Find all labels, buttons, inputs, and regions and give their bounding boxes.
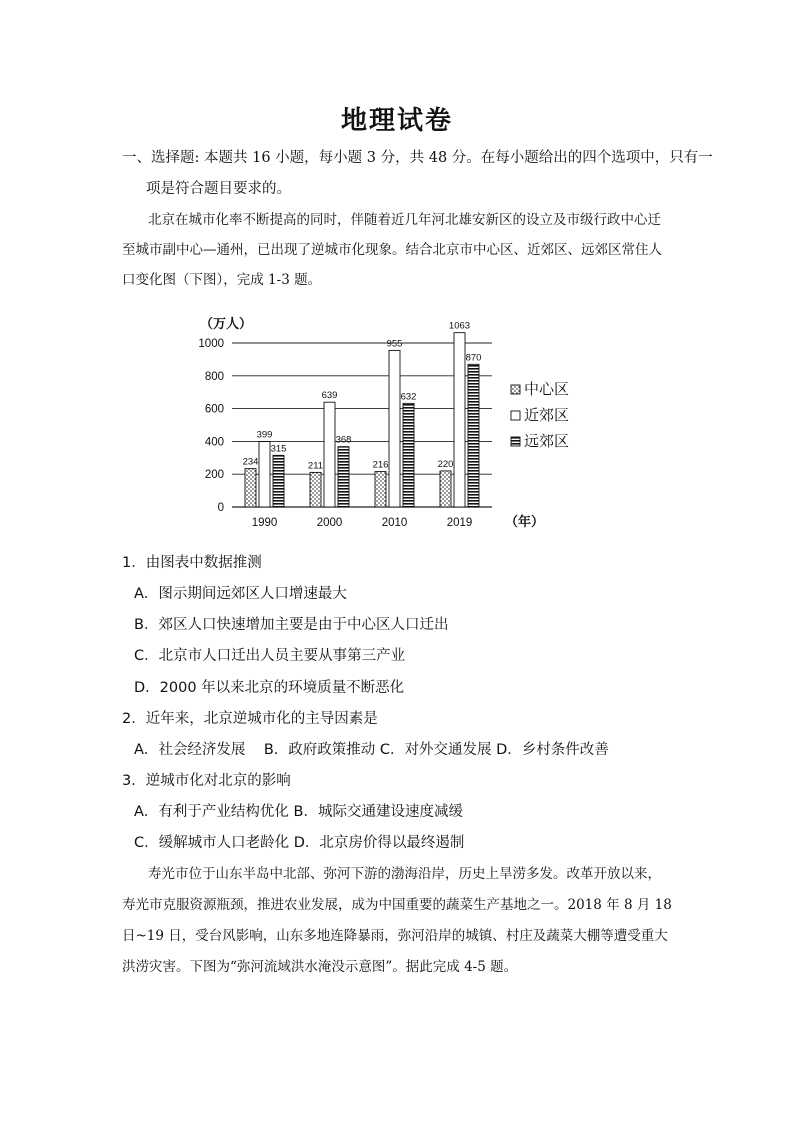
question-1-option-c: C．北京市人口迁出人员主要从事第三产业 (134, 648, 406, 664)
bar-2-2000 (324, 402, 335, 507)
legend-swatch (511, 385, 520, 394)
x-tick-label: 2000 (316, 517, 343, 529)
bar-value-label: 315 (270, 443, 287, 455)
population-chart (180, 308, 620, 533)
bar-value-label: 870 (465, 352, 482, 364)
legend-swatch (511, 411, 520, 420)
bar-1-2000 (310, 472, 321, 507)
section-heading-cont: 项是符合题目要求的。 (146, 181, 291, 197)
y-tick-label: 600 (204, 403, 224, 416)
question-2-options: A．社会经济发展 B．政府政策推动 C．对外交通发展 D．乡村条件改善 (134, 742, 609, 758)
bar-value-label: 399 (256, 429, 273, 441)
bar-2-1990 (259, 442, 270, 507)
bar-value-label: 220 (437, 458, 454, 470)
bar-1-1990 (245, 469, 256, 507)
chart-grid (232, 343, 492, 507)
bar-3-2010 (403, 403, 414, 507)
question-1-stem: 1．由图表中数据推测 (122, 555, 262, 571)
bar-1-2010 (375, 472, 386, 507)
passage1-line: 北京在城市化率不断提高的同时，伴随着近几年河北雄安新区的设立及市级行政中心迁 (148, 212, 661, 228)
bar-value-label: 955 (386, 338, 403, 350)
y-tick-label: 400 (204, 436, 224, 449)
passage2-line: 寿光市位于山东半岛中北部、弥河下游的渤海沿岸，历史上旱涝多发。改革开放以来， (148, 866, 661, 882)
passage2-line: 日~19 日，受台风影响，山东多地连降暴雨，弥河沿岸的城镇、村庄及蔬菜大棚等遭受重大 (122, 928, 668, 944)
legend-label: 近郊区 (524, 407, 570, 424)
bar-value-label: 211 (307, 460, 324, 472)
bar-value-label: 1063 (448, 320, 471, 332)
chart-bars (242, 333, 479, 507)
question-3-options-cd: C．缓解城市人口老龄化 D．北京房价得以最终遏制 (134, 835, 465, 851)
bar-value-label: 216 (372, 459, 389, 471)
question-3-options-ab: A．有利于产业结构优化 B．城际交通建设速度减缓 (134, 804, 463, 820)
section-heading: 一、选择题: 本题共 16 小题，每小题 3 分，共 48 分。在每小题给出的四个选项中，只有一 (122, 150, 713, 166)
y-tick-label: 800 (204, 370, 224, 383)
bar-3-1990 (273, 455, 284, 507)
passage2-line: 洪涝灾害。下图为“弥河流域洪水淹没示意图”。据此完成 4-5 题。 (122, 959, 518, 975)
passage1-line: 口变化图（下图），完成 1-3 题。 (122, 272, 322, 288)
x-axis-label: （年） (505, 514, 545, 529)
passage2-line: 寿光市克服资源瓶颈，推进农业发展，成为中国重要的蔬菜生产基地之一。2018 年 8 月 18 (122, 897, 672, 913)
y-tick-label: 200 (204, 469, 224, 482)
question-1-option-a: A．图示期间远郊区人口增速最大 (134, 586, 347, 602)
page-title: 地理试卷 (340, 106, 453, 136)
x-tick-label: 2010 (381, 517, 408, 529)
legend-label: 远郊区 (524, 433, 570, 450)
question-3-stem: 3．逆城市化对北京的影响 (122, 773, 291, 789)
legend-label: 中心区 (524, 381, 570, 398)
bar-3-2000 (338, 447, 349, 507)
bar-value-label: 234 (242, 456, 259, 468)
legend-swatch (511, 437, 520, 446)
chart-legend (511, 381, 569, 450)
x-tick-label: 1990 (251, 517, 278, 529)
bar-value-label: 632 (400, 391, 417, 403)
question-1-option-d: D．2000 年以来北京的环境质量不断恶化 (134, 680, 405, 696)
question-2-stem: 2．近年来，北京逆城市化的主导因素是 (122, 711, 378, 727)
bar-2-2019 (454, 333, 465, 507)
bar-3-2019 (468, 364, 479, 507)
y-axis-label: （万人） (200, 316, 253, 331)
bar-2-2010 (389, 350, 400, 507)
y-tick-label: 1000 (198, 338, 224, 350)
bar-1-2019 (440, 471, 451, 507)
question-1-option-b: B．郊区人口快速增加主要是由于中心区人口迁出 (134, 617, 449, 633)
bar-value-label: 639 (321, 390, 338, 402)
y-tick-label: 0 (217, 502, 224, 514)
passage1-line: 至城市副中心—通州，已出现了逆城市化现象。结合北京市中心区、近郊区、远郊区常住人 (122, 242, 662, 258)
x-tick-label: 2019 (446, 517, 473, 529)
bar-value-label: 368 (335, 434, 352, 446)
